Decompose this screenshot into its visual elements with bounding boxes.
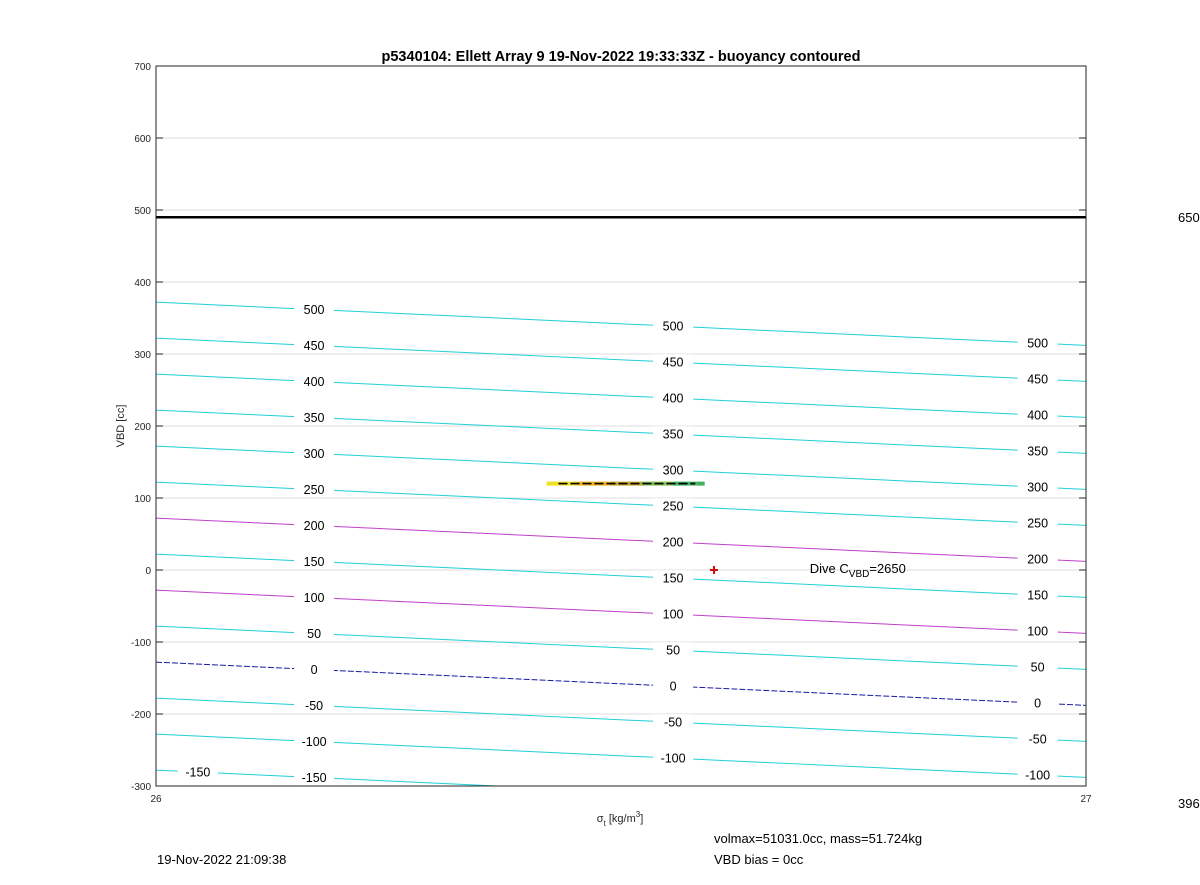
- contour-label: 300: [303, 447, 325, 462]
- contour-label: 300: [1027, 480, 1049, 495]
- contour-label: -100: [301, 735, 327, 750]
- contour-label: -150: [185, 765, 211, 780]
- y-tick-label: 100: [134, 494, 151, 505]
- contour-label: 150: [1027, 588, 1049, 603]
- contour-label: 350: [303, 411, 325, 426]
- contour-label: 200: [1027, 552, 1049, 567]
- dive-cvbd-annotation: Dive $C_{VBD}=2650$: [809, 561, 906, 580]
- y-tick-label: 200: [134, 422, 151, 433]
- chart-title: p5340104: Ellett Array 9 19-Nov-2022 19:33:33Z - buoyancy contoured: [381, 49, 861, 65]
- contour-label: -100: [1025, 768, 1051, 783]
- contour-label: 500: [303, 303, 325, 318]
- x-tick-label: 27: [1080, 794, 1092, 805]
- footer-timestamp: 19-Nov-2022 21:09:38: [157, 852, 287, 867]
- contour-label: 500: [1027, 336, 1049, 351]
- y-tick-label: 600: [134, 134, 151, 145]
- contour-label: -50: [1028, 732, 1047, 747]
- contour-label: 250: [303, 483, 325, 498]
- contour-label: 100: [662, 607, 684, 622]
- contour-label: 0: [669, 679, 677, 694]
- contour-label: -50: [305, 699, 324, 714]
- contour-label: 400: [1027, 408, 1049, 423]
- contour-label: 200: [303, 519, 325, 534]
- contour-label: 450: [303, 339, 325, 354]
- contour-label: -100: [660, 751, 686, 766]
- contour-label: 50: [307, 627, 322, 642]
- y-tick-label: 300: [134, 350, 151, 361]
- y-tick-label: 700: [134, 62, 151, 73]
- contour-label: 50: [1030, 660, 1045, 675]
- x-axis-label: $\sigma_t$ $[kg/m^3]$: [596, 810, 644, 828]
- contour-label: 250: [1027, 516, 1049, 531]
- contour-label: 150: [662, 571, 684, 586]
- contour-label: 400: [662, 391, 684, 406]
- grid-lines: [156, 66, 1086, 786]
- contour-label: -150: [301, 771, 327, 786]
- contour-label: 250: [662, 499, 684, 514]
- y-tick-label: 400: [134, 278, 151, 289]
- contour-label: 150: [303, 555, 325, 570]
- contour-label: 450: [1027, 372, 1049, 387]
- vbd-bias-text: VBD bias = 0cc: [714, 852, 804, 867]
- x-tick-label: 26: [150, 794, 162, 805]
- axis-ticks: [131, 62, 1092, 805]
- contour-label: 100: [1027, 624, 1049, 639]
- y-tick-label: 0: [145, 566, 151, 577]
- y-axis-label: VBD [cc]: [115, 404, 127, 448]
- contour-label: 50: [666, 643, 681, 658]
- contour-label: 0: [310, 663, 318, 678]
- y-tick-label: 500: [134, 206, 151, 217]
- right-top-label: 650: [1178, 210, 1200, 225]
- volmax-mass-text: volmax=51031.0cc, mass=51.724kg: [714, 831, 923, 846]
- contour-label: 500: [662, 319, 684, 334]
- right-bottom-label: 396: [1178, 796, 1200, 811]
- contour-label: 300: [662, 463, 684, 478]
- y-tick-label: -300: [130, 782, 151, 793]
- contour-label: 450: [662, 355, 684, 370]
- contour-label: -50: [664, 715, 683, 730]
- contour-label: 350: [662, 427, 684, 442]
- contour-label: 0: [1034, 696, 1042, 711]
- contour-label: 200: [662, 535, 684, 550]
- contour-label: 400: [303, 375, 325, 390]
- y-tick-label: -200: [130, 710, 151, 721]
- y-tick-label: -100: [130, 638, 151, 649]
- contour-label: 350: [1027, 444, 1049, 459]
- contour-label: 100: [303, 591, 325, 606]
